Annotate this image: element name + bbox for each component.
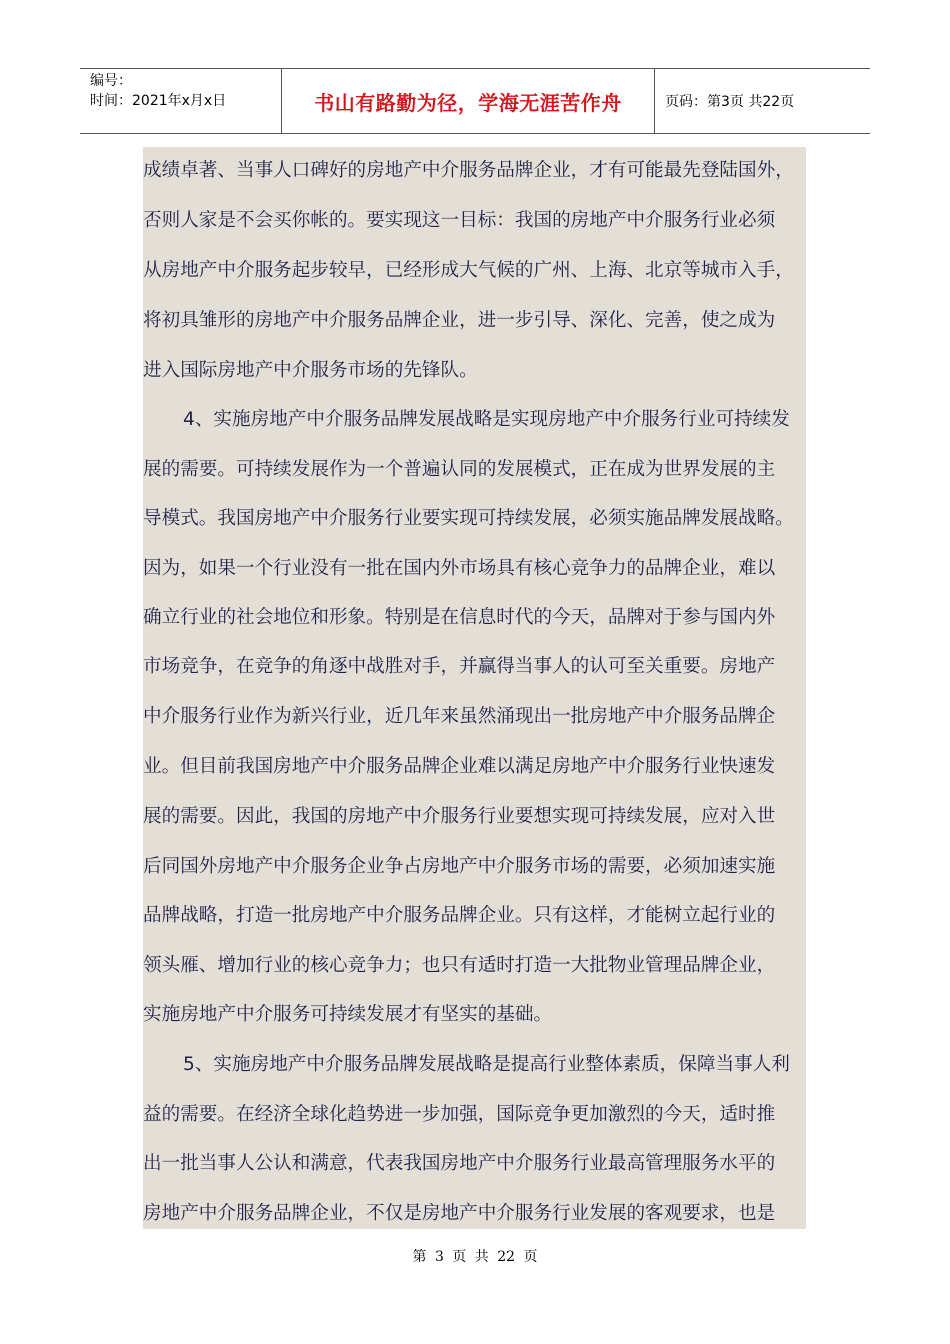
footer-page-number: 第 3 页 共 22 页 [412, 1249, 538, 1265]
body-line: 实施房地产中介服务可持续发展才有坚实的基础。 [143, 1004, 553, 1025]
body-line: 房地产中介服务品牌企业，不仅是房地产中介服务行业发展的客观要求，也是 [143, 1203, 776, 1224]
body-line: 因为，如果一个行业没有一批在国内外市场具有核心竞争力的品牌企业，难以 [143, 558, 776, 579]
header-page-cell [655, 69, 870, 133]
body-line: 成绩卓著、当事人口碑好的房地产中介服务品牌企业，才有可能最先登陆国外， [143, 160, 794, 181]
body-line: 展的需要。可持续发展作为一个普遍认同的发展模式，正在成为世界发展的主 [143, 459, 776, 480]
body-line: 市场竞争，在竞争的角逐中战胜对手，并赢得当事人的认可至关重要。房地产 [143, 656, 776, 677]
body-line: 导模式。我国房地产中介服务行业要实现可持续发展，必须实施品牌发展战略。 [143, 508, 794, 529]
paragraph-start-line: 5、实施房地产中介服务品牌发展战略是提高行业整体素质，保障当事人利 [183, 1054, 790, 1075]
document-body [143, 147, 806, 1229]
page-footer [0, 1246, 950, 1266]
paragraph-start-line: 4、实施房地产中介服务品牌发展战略是实现房地产中介服务行业可持续发 [183, 409, 790, 430]
body-line: 业。但目前我国房地产中介服务品牌企业难以满足房地产中介服务行业快速发 [143, 756, 776, 777]
body-line: 中介服务行业作为新兴行业，近几年来虽然涌现出一批房地产中介服务品牌企 [143, 706, 776, 727]
number-label: 编号： [90, 73, 132, 89]
page-info: 页码：第3页 共22页 [665, 94, 795, 110]
body-line: 出一批当事人公认和满意，代表我国房地产中介服务行业最高管理服务水平的 [143, 1153, 776, 1174]
body-line: 进入国际房地产中介服务市场的先锋队。 [143, 360, 478, 381]
motto-text: 书山有路勤为径，学海无涯苦作舟 [314, 90, 622, 115]
body-line: 否则人家是不会买你帐的。要实现这一目标：我国的房地产中介服务行业必须 [143, 210, 776, 231]
body-line: 展的需要。因此，我国的房地产中介服务行业要想实现可持续发展，应对入世 [143, 806, 776, 827]
body-line: 确立行业的社会地位和形象。特别是在信息时代的今天，品牌对于参与国内外 [143, 607, 776, 628]
body-line: 领头雁、增加行业的核心竞争力；也只有适时打造一大批物业管理品牌企业， [143, 955, 776, 976]
body-line: 益的需要。在经济全球化趋势进一步加强，国际竞争更加激烈的今天，适时推 [143, 1104, 776, 1125]
body-line: 品牌战略，打造一批房地产中介服务品牌企业。只有这样，才能树立起行业的 [143, 905, 776, 926]
page-header [80, 68, 870, 134]
body-line: 从房地产中介服务起步较早，已经形成大气候的广州、上海、北京等城市入手， [143, 260, 794, 281]
date-label: 时间：2021年x月x日 [90, 93, 227, 109]
body-line: 将初具雏形的房地产中介服务品牌企业，进一步引导、深化、完善，使之成为 [143, 310, 776, 331]
body-line: 后同国外房地产中介服务企业争占房地产中介服务市场的需要，必须加速实施 [143, 856, 776, 877]
header-meta-cell [80, 69, 282, 133]
header-motto-cell [282, 69, 655, 133]
